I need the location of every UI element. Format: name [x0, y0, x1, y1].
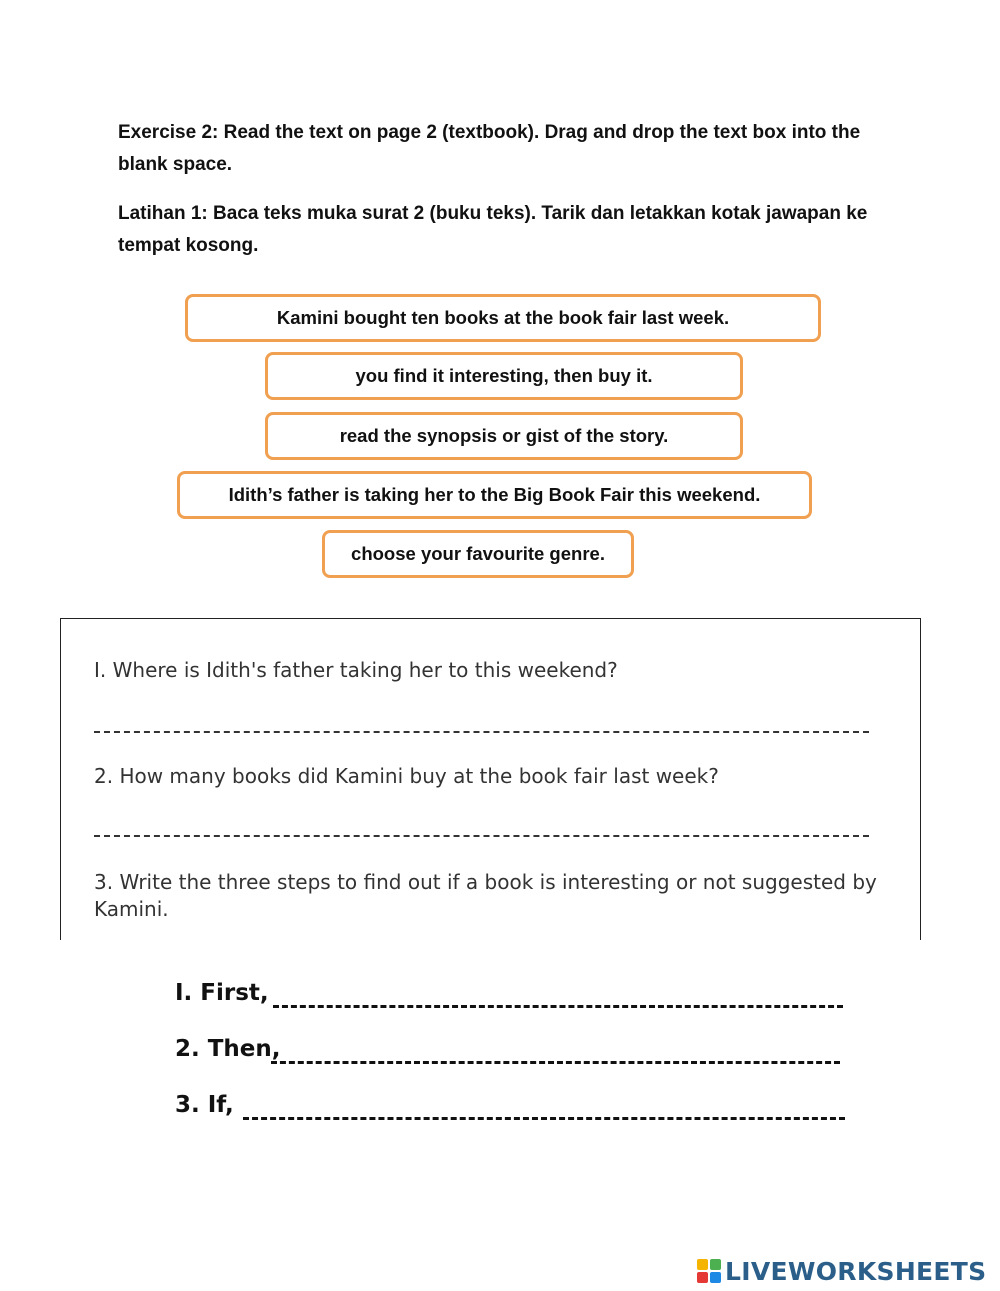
logo-square-1 [697, 1259, 708, 1270]
step-if-blank[interactable] [243, 1117, 845, 1120]
logo-square-2 [710, 1259, 721, 1270]
liveworksheets-logo [697, 1255, 986, 1287]
logo-icon [697, 1259, 721, 1283]
step-first-label: I. First, [175, 980, 269, 1006]
step-first-blank[interactable] [273, 1005, 843, 1008]
step-if [175, 1080, 845, 1120]
logo-square-3 [697, 1272, 708, 1283]
questions-panel [60, 618, 921, 940]
step-if-label: 3. If, [175, 1092, 234, 1118]
logo-square-4 [710, 1272, 721, 1283]
drag-box-read-synopsis[interactable]: read the synopsis or gist of the story. [265, 412, 743, 460]
answer-line-2 [94, 835, 869, 837]
logo-text: LIVEWORKSHEETS [725, 1256, 987, 1286]
step-then [175, 1024, 840, 1064]
drag-box-favourite-genre[interactable]: choose your favourite genre. [322, 530, 634, 578]
step-first [175, 968, 843, 1008]
drag-box-kamini-books[interactable]: Kamini bought ten books at the book fair last week. [185, 294, 821, 342]
drag-box-idith-father[interactable]: Idith’s father is taking her to the Big Book Fair this weekend. [177, 471, 812, 519]
instruction-english: Exercise 2: Read the text on page 2 (textbook). Drag and drop the text box into the blank space. [118, 122, 861, 175]
question-1: I. Where is Idith's father taking her to this weekend? [94, 658, 618, 682]
instruction-malay: Latihan 1: Baca teks muka surat 2 (buku teks). Tarik dan letakkan kotak jawapan ke tempat kosong. [118, 203, 868, 256]
step-then-blank[interactable] [271, 1061, 840, 1064]
question-3: 3. Write the three steps to find out if a book is interesting or not suggested by Kamini. [94, 870, 877, 921]
answer-line-1 [94, 731, 869, 733]
step-then-label: 2. Then, [175, 1036, 281, 1062]
question-2: 2. How many books did Kamini buy at the book fair last week? [94, 764, 719, 788]
drag-box-find-interesting[interactable]: you find it interesting, then buy it. [265, 352, 743, 400]
